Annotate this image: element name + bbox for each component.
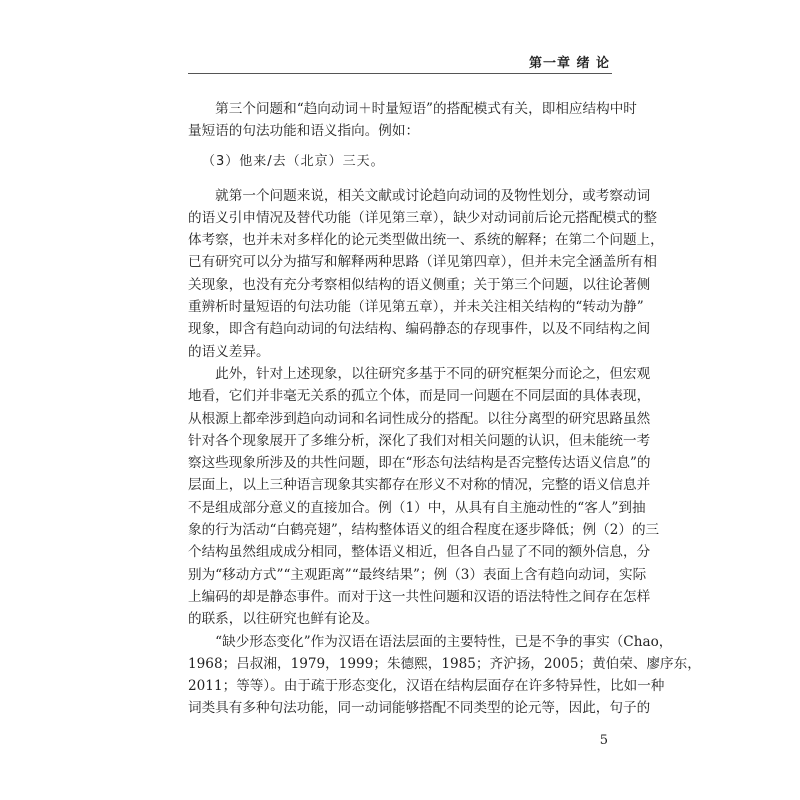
header-rule	[188, 73, 612, 74]
text-line: 不是组成部分意义的直接加合。例（1）中，从具有自主施动性的“客人”到抽	[188, 499, 646, 516]
text-line: 针对各个现象展开了多维分析，深化了我们对相关问题的认识，但未能统一考	[188, 432, 651, 449]
text-line: 个结构虽然组成成分相同，整体语义相近，但各自凸显了不同的额外信息，分	[188, 544, 651, 561]
text-line: “缺少形态变化”作为汉语在语法层面的主要特性，已是不争的事实（Chao，	[188, 633, 673, 650]
text-line: 层面上，以上三种语言现象其实都存在形义不对称的情况，完整的语义信息并	[188, 477, 651, 494]
text-line: 就第一个问题来说，相关文献或讨论趋向动词的及物性划分，或考察动词	[188, 187, 651, 204]
text-line: 1968；吕叔湘，1979，1999；朱德熙，1985；齐沪扬，2005；黄伯荣、廖序东，	[188, 655, 701, 672]
text-line: 量短语的句法功能和语义指向。例如：	[188, 123, 420, 140]
text-line: 词类具有多种句法功能，同一动词能够搭配不同类型的论元等，因此，句子的	[188, 700, 651, 717]
paragraph-2	[188, 185, 664, 363]
text-line: 重辨析时量短语的句法功能（详见第五章），并未关注相关结构的“转动为静”	[188, 299, 644, 316]
text-line: 上编码的却是静态事件。而对于这一共性问题和汉语的语法特性之间存在怎样	[188, 588, 651, 605]
text-line: 的语义引申情况及替代功能（详见第三章），缺少对动词前后论元搭配模式的整	[188, 209, 657, 226]
running-head: 第一章 绪 论	[528, 56, 610, 71]
text-line: 别为“移动方式”“主观距离”“最终结果”；例（3）表面上含有趋向动词，实际	[188, 566, 647, 583]
text-line: 此外，针对上述现象，以往研究多基于不同的研究框架分而论之，但宏观	[188, 365, 651, 382]
text-line: 现象，即含有趋向动词的句法结构、编码静态的存现事件，以及不同结构之间	[188, 321, 651, 338]
text-line: 2011；等等）。由于疏于形态变化，汉语在结构层面存在许多特异性，比如一种	[188, 678, 665, 695]
example-sentence-3: （3）他来/去（北京）三天。	[202, 153, 385, 169]
page-number: 5	[599, 733, 608, 748]
paragraph-3	[188, 363, 660, 631]
paragraph-4	[188, 631, 701, 720]
text-line: 的联系，以往研究也鲜有论及。	[188, 611, 379, 628]
paragraph-1	[188, 98, 637, 143]
text-line: 已有研究可以分为描写和解释两种思路（详见第四章），但并未完全涵盖所有相	[188, 254, 657, 271]
text-line: 体考察，也并未对多样化的论元类型做出统一、系统的解释；在第二个问题上，	[188, 232, 664, 249]
text-line: 第三个问题和“趋向动词＋时量短语”的搭配模式有关，即相应结构中时	[188, 101, 637, 117]
text-line: 察这些现象所涉及的共性问题，即在“形态句法结构是否完整传达语义信息”的	[188, 455, 651, 472]
text-line: 象的行为活动“白鹤亮翅”，结构整体语义的组合程度在逐步降低；例（2）的三	[188, 522, 660, 539]
text-line: 从根源上都牵涉到趋向动词和名词性成分的搭配。以往分离型的研究思路虽然	[188, 410, 651, 427]
page-body	[188, 98, 701, 720]
text-line: 的语义差异。	[188, 343, 270, 360]
text-line: 关现象，也没有充分考察相似结构的语义侧重；关于第三个问题，以往论著侧	[188, 276, 651, 293]
text-line: 地看，它们并非毫无关系的孤立个体，而是同一问题在不同层面的具体表现，	[188, 388, 651, 405]
